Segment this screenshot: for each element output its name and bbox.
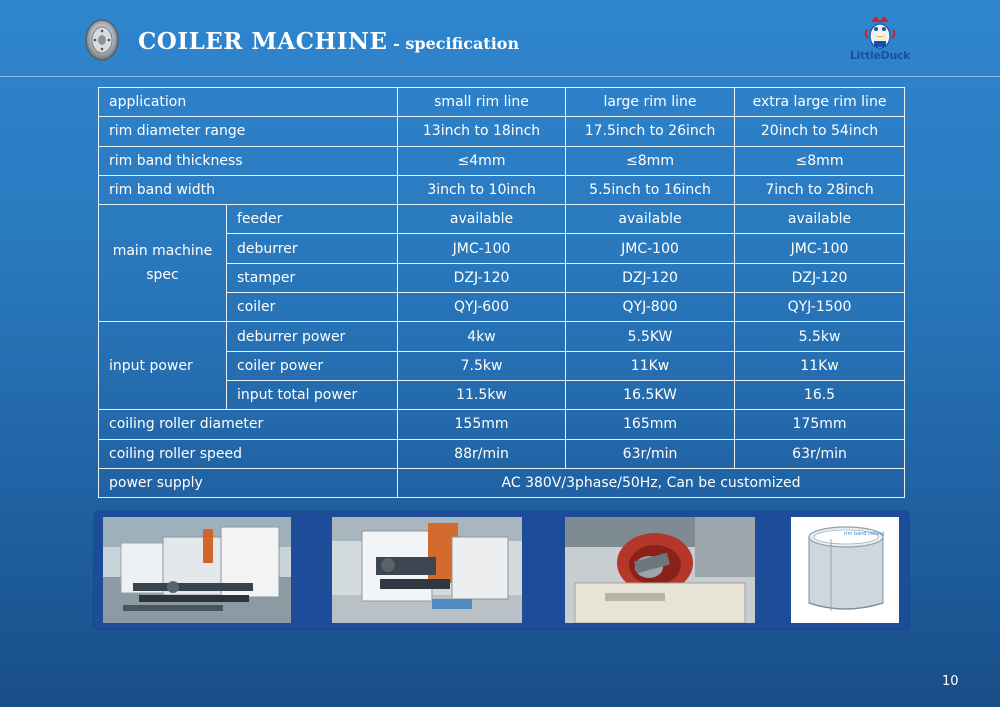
table-cell: 20inch to 54inch	[735, 117, 905, 146]
table-cell: DZJ-120	[735, 263, 905, 292]
coiler-roller-photo	[565, 517, 755, 623]
row-label: rim band width	[99, 175, 398, 204]
column-header: large rim line	[566, 88, 735, 117]
production-line-photo	[103, 517, 291, 623]
table-cell: available	[398, 205, 566, 234]
table-cell: JMC-100	[735, 234, 905, 263]
title-subtitle: - specification	[393, 34, 520, 53]
table-cell: ≤4mm	[398, 146, 566, 175]
group-label-input-power: input power	[99, 322, 227, 410]
column-header: extra large rim line	[735, 88, 905, 117]
logo-text: LittleDuck	[849, 49, 911, 62]
header-divider	[0, 76, 1000, 77]
table-cell: QYJ-600	[398, 293, 566, 322]
row-label: power supply	[99, 468, 398, 497]
table-row	[99, 410, 905, 439]
deburrer-machine-photo	[332, 517, 522, 623]
table-cell: ≤8mm	[735, 146, 905, 175]
table-cell: available	[566, 205, 735, 234]
table-cell: 175mm	[735, 410, 905, 439]
table-row	[99, 175, 905, 204]
table-cell: 3inch to 10inch	[398, 175, 566, 204]
table-row	[99, 146, 905, 175]
table-cell: DZJ-120	[566, 263, 735, 292]
wheel-rim-icon	[80, 18, 124, 62]
table-row	[99, 322, 905, 351]
page-header	[0, 0, 1000, 76]
row-label: application	[99, 88, 398, 117]
table-cell: 16.5KW	[566, 380, 735, 409]
row-label: rim band thickness	[99, 146, 398, 175]
table-cell: available	[735, 205, 905, 234]
group-label-main-machine: main machine spec	[99, 205, 227, 322]
table-cell: 63r/min	[735, 439, 905, 468]
table-row	[99, 468, 905, 497]
table-cell: 7.5kw	[398, 351, 566, 380]
table-cell: 88r/min	[398, 439, 566, 468]
coiling-diagram-caption: rim band coiling	[844, 531, 885, 537]
row-label: rim diameter range	[99, 117, 398, 146]
table-cell: 5.5KW	[566, 322, 735, 351]
row-label: deburrer	[227, 234, 398, 263]
table-cell: 165mm	[566, 410, 735, 439]
table-cell: JMC-100	[566, 234, 735, 263]
specification-table	[98, 87, 905, 498]
table-cell: 5.5kw	[735, 322, 905, 351]
table-row	[99, 439, 905, 468]
table-cell: 5.5inch to 16inch	[566, 175, 735, 204]
table-cell: 13inch to 18inch	[398, 117, 566, 146]
table-cell: DZJ-120	[398, 263, 566, 292]
power-supply-value: AC 380V/3phase/50Hz, Can be customized	[398, 468, 905, 497]
column-header: small rim line	[398, 88, 566, 117]
table-cell: 11Kw	[566, 351, 735, 380]
table-cell: 63r/min	[566, 439, 735, 468]
row-label: coiling roller diameter	[99, 410, 398, 439]
table-cell: 16.5	[735, 380, 905, 409]
row-label: stamper	[227, 263, 398, 292]
row-label: input total power	[227, 380, 398, 409]
row-label: coiler	[227, 293, 398, 322]
table-cell: ≤8mm	[566, 146, 735, 175]
table-cell: 4kw	[398, 322, 566, 351]
page-number: 10	[942, 674, 959, 689]
row-label: feeder	[227, 205, 398, 234]
table-row	[99, 205, 905, 234]
machine-photo-strip	[94, 511, 909, 629]
title-main: COILER MACHINE	[138, 28, 388, 55]
row-label: coiling roller speed	[99, 439, 398, 468]
table-row	[99, 117, 905, 146]
table-cell: 155mm	[398, 410, 566, 439]
table-cell: 11.5kw	[398, 380, 566, 409]
table-cell: 11Kw	[735, 351, 905, 380]
table-cell: QYJ-1500	[735, 293, 905, 322]
table-cell: 17.5inch to 26inch	[566, 117, 735, 146]
row-label: coiler power	[227, 351, 398, 380]
row-label: deburrer power	[227, 322, 398, 351]
table-cell: JMC-100	[398, 234, 566, 263]
table-cell: 7inch to 28inch	[735, 175, 905, 204]
page-title	[138, 28, 519, 55]
table-row	[99, 88, 905, 117]
table-cell: QYJ-800	[566, 293, 735, 322]
